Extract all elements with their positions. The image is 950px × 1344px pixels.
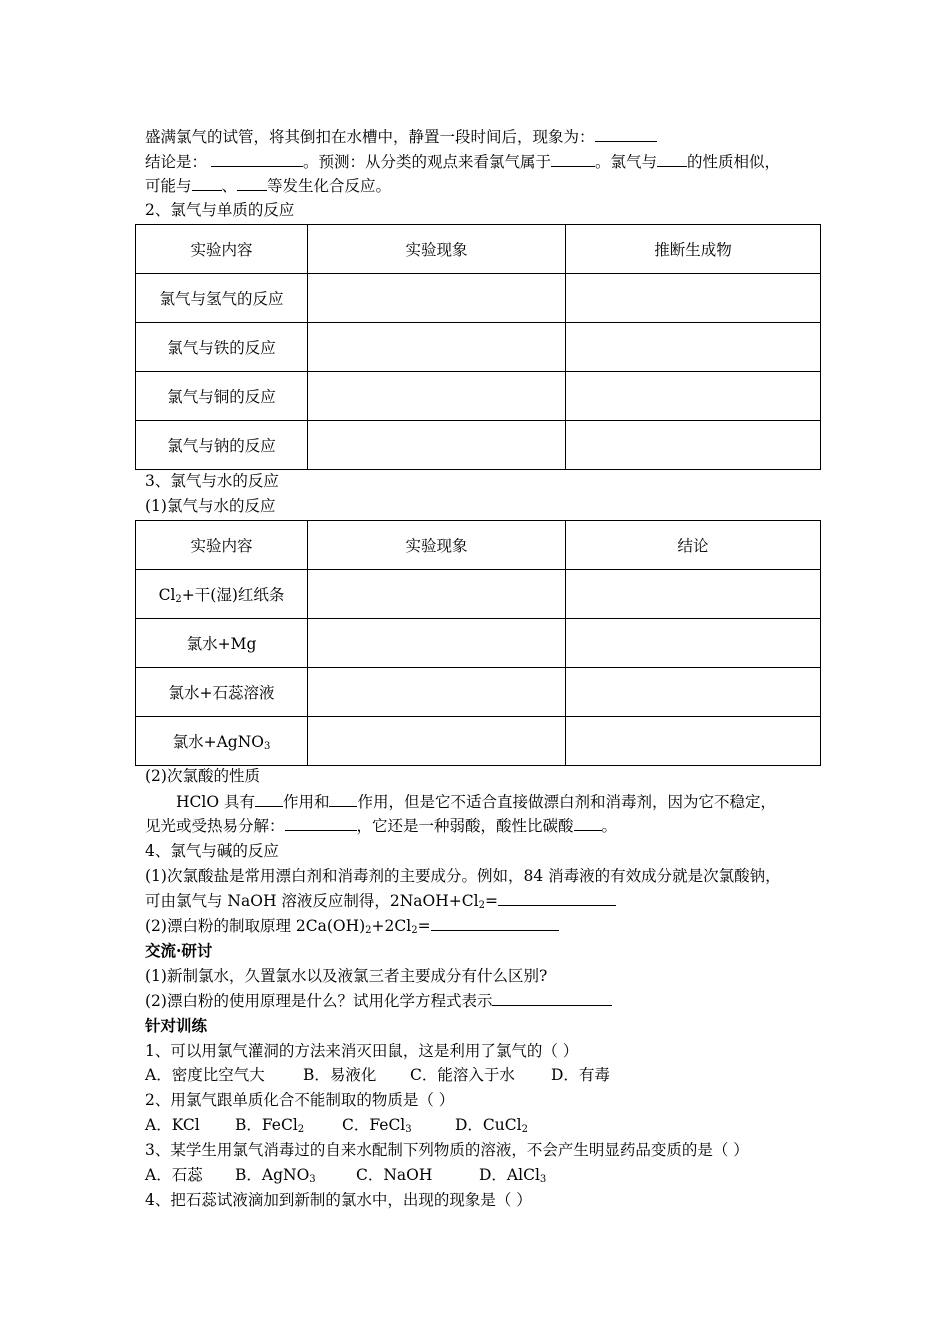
hclo-line-1: [176, 791, 776, 813]
training-question-3: 3、某学生用氯气消毒过的自来水配制下列物质的溶液，不会产生明显药品变质的是（ ）: [145, 1141, 749, 1159]
answer-blank[interactable]: [192, 175, 222, 191]
row-label: 氯水+Mg: [136, 619, 308, 668]
training-question-2: 2、用氯气跟单质化合不能制取的物质是（ ）: [145, 1091, 455, 1109]
formula-text: +2Cl: [371, 917, 412, 935]
answer-blank[interactable]: [237, 175, 267, 191]
header-cell: 实验内容: [136, 521, 308, 570]
discussion-heading: 交流·研讨: [145, 941, 213, 960]
formula-subscript: 3: [539, 1174, 547, 1185]
intro-text: 可能与: [145, 177, 192, 195]
training-heading: 针对训练: [145, 1016, 208, 1035]
formula-subscript: 2: [521, 1124, 528, 1135]
row-label: [136, 717, 308, 766]
training-question-1: 1、可以用氯气灌洞的方法来消灭田鼠，这是利用了氯气的（ ）: [145, 1042, 579, 1060]
header-cell: 结论: [566, 521, 821, 570]
intro-line-2: [145, 151, 780, 173]
answer-blank[interactable]: [657, 151, 687, 167]
option-a[interactable]: [145, 1114, 200, 1136]
paragraph-text: ，它还是一种弱酸，酸性比碳酸: [356, 817, 574, 835]
header-cell: 推断生成物: [566, 225, 821, 274]
option-text: A．KCl: [145, 1116, 200, 1134]
answer-cell[interactable]: [566, 323, 821, 372]
intro-text: 等发生化合反应。: [267, 177, 392, 195]
discussion-question-1: (1)新制氯水，久置氯水以及液氯三者主要成分有什么区别?: [145, 967, 548, 985]
answer-cell[interactable]: [308, 717, 566, 766]
question-text: (2)漂白粉的使用原理是什么？试用化学方程式表示: [145, 992, 493, 1010]
answer-cell[interactable]: [566, 619, 821, 668]
answer-cell[interactable]: [566, 274, 821, 323]
hclo-line-2: [145, 815, 617, 837]
table-row: [136, 372, 821, 421]
answer-cell[interactable]: [308, 570, 566, 619]
table-water-reactions: [135, 520, 821, 766]
option-text: C．NaOH: [356, 1166, 433, 1184]
answer-blank[interactable]: [574, 815, 602, 831]
intro-text: 。氯气与: [595, 153, 658, 171]
answer-cell[interactable]: [566, 570, 821, 619]
option-b[interactable]: [235, 1164, 316, 1191]
table-header-row: [136, 521, 821, 570]
training-question-4: 4、把石蕊试液滴加到新制的氯水中，出现的现象是（ ）: [145, 1191, 532, 1209]
intro-text: 盛满氯气的试管，将其倒扣在水槽中，静置一段时间后，现象为：: [145, 128, 595, 146]
formula-text: 氯水+AgNO: [172, 733, 264, 751]
option-c[interactable]: C．能溶入于水: [410, 1066, 515, 1084]
option-d[interactable]: D．有毒: [551, 1066, 610, 1084]
section3-subheading-1: (1)氯气与水的反应: [145, 497, 276, 515]
formula-text: 可由氯气与 NaOH 溶液反应制得，2NaOH+Cl: [145, 892, 479, 910]
discussion-question-2: [145, 990, 612, 1012]
intro-text: 。预测：从分类的观点来看氯气属于: [303, 153, 552, 171]
answer-cell[interactable]: [566, 717, 821, 766]
option-d[interactable]: [479, 1164, 546, 1191]
formula-subscript: 2: [297, 1124, 305, 1135]
intro-line-1: [145, 126, 657, 148]
row-label: 氯气与铜的反应: [136, 372, 308, 421]
section4-line-1: (1)次氯酸盐是常用漂白剂和消毒剂的主要成分。例如，84 消毒液的有效成分就是次氯酸钠，: [145, 867, 781, 885]
answer-blank[interactable]: [551, 151, 595, 167]
paragraph-text: HClO 具有: [176, 793, 255, 811]
option-text: D．AlCl: [479, 1166, 540, 1184]
option-c[interactable]: [356, 1164, 432, 1186]
row-label: 氯气与氢气的反应: [136, 274, 308, 323]
answer-cell[interactable]: [308, 323, 566, 372]
table-row: [136, 274, 821, 323]
answer-blank[interactable]: [285, 815, 357, 831]
table-row: [136, 619, 821, 668]
section3-subheading-2: (2)次氯酸的性质: [145, 767, 260, 785]
section2-heading: 2、氯气与单质的反应: [145, 201, 295, 219]
answer-blank[interactable]: [255, 791, 283, 807]
table-header-row: [136, 225, 821, 274]
formula-subscript: 3: [309, 1174, 316, 1185]
formula-text: +干(湿)红纸条: [181, 586, 285, 604]
option-text: C．FeCl: [342, 1116, 406, 1134]
answer-cell[interactable]: [566, 668, 821, 717]
table-row: [136, 421, 821, 470]
option-a[interactable]: A．密度比空气大: [145, 1066, 265, 1084]
answer-blank[interactable]: [211, 151, 303, 167]
table-row: [136, 323, 821, 372]
answer-blank[interactable]: [329, 791, 357, 807]
answer-cell[interactable]: [566, 421, 821, 470]
formula-subscript: 2: [175, 594, 182, 605]
intro-text: 的性质相似，: [687, 153, 781, 171]
paragraph-text: 见光或受热易分解：: [145, 817, 285, 835]
formula-text: =: [484, 892, 498, 910]
option-b[interactable]: [235, 1114, 304, 1141]
formula-text: (2)漂白粉的制取原理 2Ca(OH): [145, 917, 366, 935]
row-label: [136, 570, 308, 619]
header-cell: 实验现象: [308, 521, 566, 570]
formula-subscript: 2: [365, 925, 372, 936]
section4-heading: 4、氯气与碱的反应: [145, 842, 279, 860]
answer-blank[interactable]: [492, 990, 612, 1006]
table-row: [136, 570, 821, 619]
formula-text: =: [417, 917, 431, 935]
section4-line-3: [145, 915, 559, 942]
intro-text: 结论是：: [145, 153, 208, 171]
formula-subscript: 2: [478, 900, 485, 911]
formula-subscript: 3: [264, 741, 271, 752]
table-row: [136, 717, 821, 766]
row-label: 氯气与铁的反应: [136, 323, 308, 372]
formula-text: Cl: [158, 586, 176, 604]
table-row: [136, 668, 821, 717]
option-text: B．FeCl: [235, 1116, 298, 1134]
answer-cell[interactable]: [308, 421, 566, 470]
option-d[interactable]: [455, 1114, 528, 1141]
answer-cell[interactable]: [308, 372, 566, 421]
table-element-reactions: [135, 224, 821, 470]
paragraph-text: 作用，但是它不适合直接做漂白剂和消毒剂，因为它不稳定，: [357, 793, 776, 811]
formula-subscript: 2: [411, 925, 418, 936]
section4-line-2: [145, 890, 616, 917]
header-cell: 实验内容: [136, 225, 308, 274]
header-cell: 实验现象: [308, 225, 566, 274]
answer-blank[interactable]: [595, 126, 657, 142]
paragraph-text: 。: [601, 817, 618, 835]
option-text: A．石蕊: [145, 1166, 203, 1184]
answer-cell[interactable]: [308, 274, 566, 323]
option-a[interactable]: [145, 1164, 203, 1186]
option-text: D．CuCl: [455, 1116, 522, 1134]
paragraph-text: 作用和: [282, 793, 330, 811]
row-label: 氯水+石蕊溶液: [136, 668, 308, 717]
intro-text: 、: [221, 177, 238, 195]
answer-cell[interactable]: [308, 619, 566, 668]
option-text: B．AgNO: [235, 1166, 310, 1184]
intro-line-3: [145, 175, 391, 197]
answer-cell[interactable]: [566, 372, 821, 421]
answer-blank[interactable]: [431, 915, 559, 931]
row-label: 氯气与钠的反应: [136, 421, 308, 470]
option-b[interactable]: B．易液化: [303, 1066, 377, 1084]
answer-blank[interactable]: [498, 890, 616, 906]
formula-subscript: 3: [405, 1124, 412, 1135]
option-c[interactable]: [342, 1114, 412, 1141]
answer-cell[interactable]: [308, 668, 566, 717]
section3-heading: 3、氯气与水的反应: [145, 472, 279, 490]
